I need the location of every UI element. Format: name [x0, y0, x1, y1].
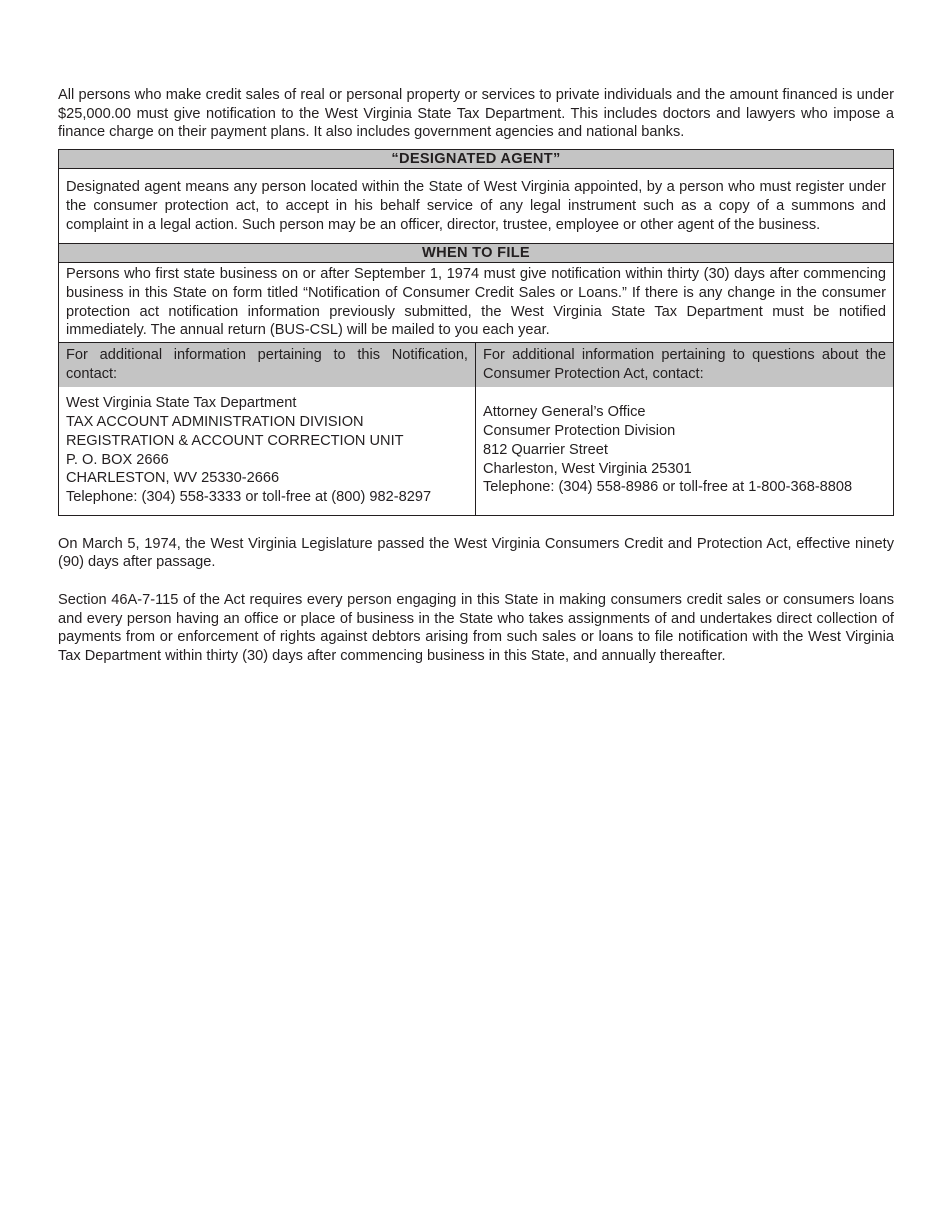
intro-paragraph: All persons who make credit sales of real or personal property or services to private individuals and the amount financed is under $25,000.00 must give notification to the West Virginia State Tax Department. This includes doctors and lawyers who impose a finance charge on their payment plans. It also includes government agencies and national banks.	[58, 87, 894, 141]
section-paragraph: Section 46A-7-115 of the Act requires every person engaging in this State in making consumers credit sales or consumers loans and every person having an office or place of business in the State who takes assignments of and undertakes direct collection of payments from or enforcement of rights against debtors arising from such sales or loans to file notification with the West Virginia Tax Department within thirty (30) days after commencing business in this State, and annually thereafter.	[58, 592, 894, 665]
address-line: TAX ACCOUNT ADMINISTRATION DIVISION	[66, 414, 364, 431]
address-line: REGISTRATION & ACCOUNT CORRECTION UNIT	[66, 432, 404, 449]
attorney-general-contact-heading: For additional information pertaining to questions about the Consumer Protection Act, contact:	[476, 343, 893, 387]
designated-agent-text: Designated agent means any person located within the State of West Virginia appointed, by a person who must register under the consumer protection act, to accept in his behalf service of any legal instrument such as a copy of a summons and complaint in a legal action. Such person may be an officer, director, trustee, employee or other agent of the business.	[66, 179, 886, 233]
telephone-line: Telephone: (304) 558-3333 or toll-free at (800) 982-8297	[66, 488, 432, 505]
tax-department-contact	[59, 343, 476, 515]
address-line: Consumer Protection Division	[483, 423, 676, 440]
address-line: Charleston, West Virginia 25301	[483, 460, 692, 477]
attorney-general-contact	[476, 343, 893, 515]
attorney-general-address	[476, 387, 893, 505]
address-line: P. O. BOX 2666	[66, 451, 169, 468]
document-page	[58, 86, 894, 666]
legislature-paragraph: On March 5, 1974, the West Virginia Legislature passed the West Virginia Consumers Credit and Protection Act, effective ninety (90) days after passage.	[58, 535, 894, 571]
address-line: Attorney General’s Office	[483, 404, 646, 421]
address-line: 812 Quarrier Street	[483, 441, 608, 458]
address-line: West Virginia State Tax Department	[66, 395, 297, 412]
contacts-table	[59, 342, 893, 515]
when-to-file-heading: WHEN TO FILE	[59, 243, 893, 263]
tax-department-contact-heading: For additional information pertaining to this Notification, contact:	[59, 343, 475, 387]
telephone-line: Telephone: (304) 558-8986 or toll-free at 1-800-368-8808	[483, 479, 853, 496]
tax-department-address	[59, 387, 475, 514]
info-box	[58, 149, 894, 516]
designated-agent-heading: “DESIGNATED AGENT”	[59, 150, 893, 169]
address-line: CHARLESTON, WV 25330-2666	[66, 470, 280, 487]
when-to-file-text: Persons who first state business on or after September 1, 1974 must give notification within thirty (30) days after commencing business in this State on form titled “Notification of Consumer Credit Sales or Loans.” If there is any change in the consumer protection act notification information previously submitted, the West Virginia State Tax Department must be notified immediately. The annual return (BUS-CSL) will be mailed to you each year.	[66, 266, 886, 339]
